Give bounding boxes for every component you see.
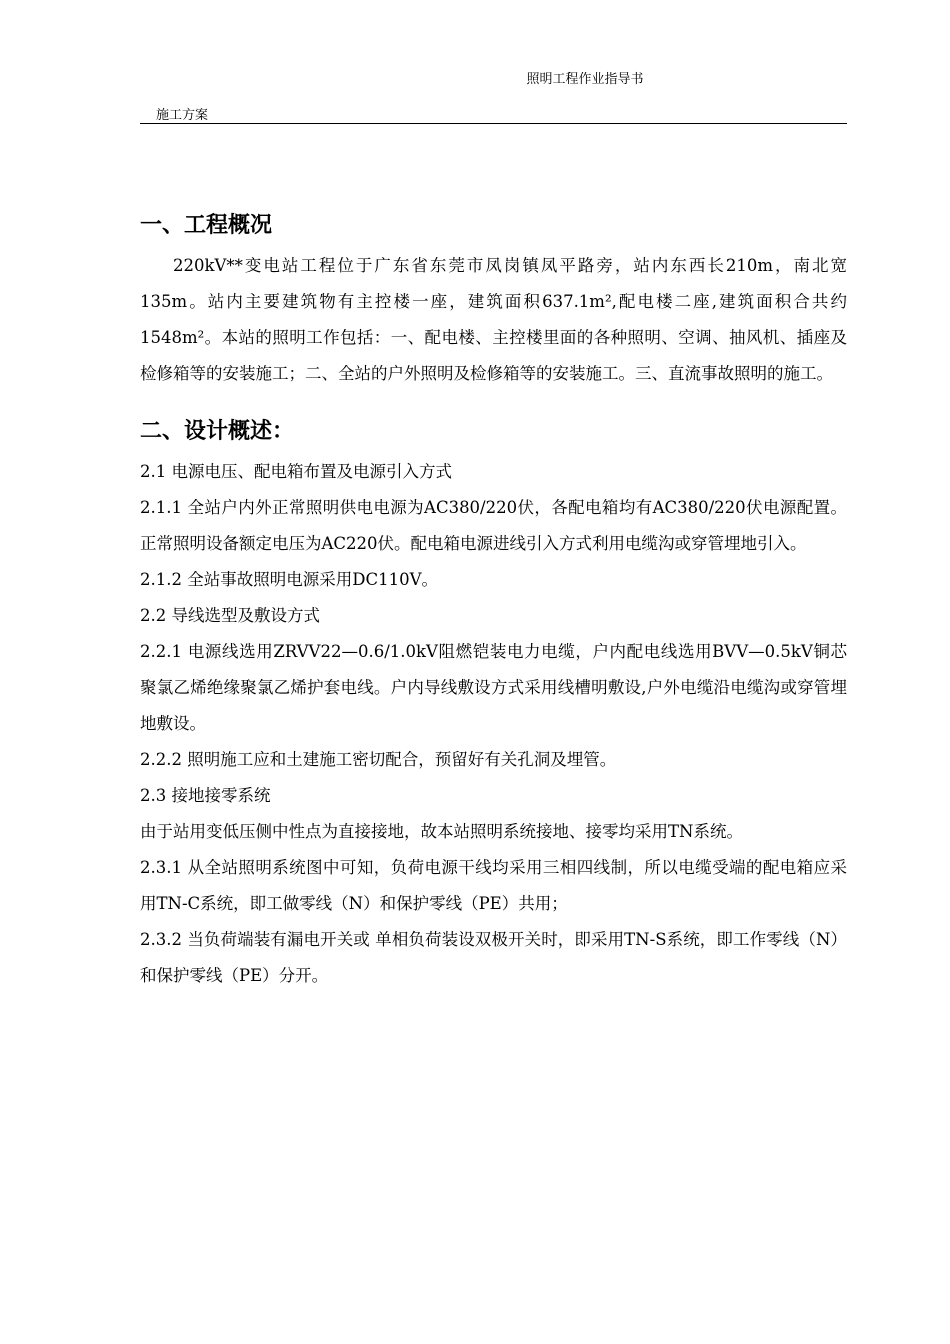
design-paragraph: 2.1 电源电压、配电箱布置及电源引入方式 — [140, 462, 452, 481]
running-header-title: 照明工程作业指导书 — [526, 72, 644, 87]
design-paragraph: 由于站用变低压侧中性点为直接接地，故本站照明系统接地、接零均采用TN系统。 — [140, 822, 743, 841]
document-body — [140, 200, 847, 994]
design-paragraph: 2.2.2 照明施工应和土建施工密切配合，预留好有关孔洞及埋管。 — [140, 750, 617, 769]
design-paragraph: 2.3.2 当负荷端装有漏电开关或 单相负荷装设双极开关时，即采用TN-S系统，即工作零线（N）和保护零线（PE）分开。 — [140, 930, 847, 985]
header-divider — [140, 123, 847, 124]
section-heading-design: 二、设计概述： — [140, 419, 295, 444]
design-paragraph: 2.3 接地接零系统 — [140, 786, 271, 805]
design-paragraph: 2.1.1 全站户内外正常照明供电电源为AC380/220伏，各配电箱均有AC380/220伏电源配置。正常照明设备额定电压为AC220伏。配电箱电源进线引入方式利用电缆沟或穿管埋地引入。 — [140, 498, 847, 553]
running-header-section: 施工方案 — [156, 108, 209, 123]
design-paragraph: 2.2 导线选型及敷设方式 — [140, 606, 320, 625]
design-paragraph: 2.2.1 电源线选用ZRVV22—0.6/1.0kV阻燃铠装电力电缆，户内配电线选用BVV—0.5kV铜芯聚氯乙烯绝缘聚氯乙烯护套电线。户内导线敷设方式采用线槽明敷设,户外电缆沿电缆沟或穿管埋地敷设。 — [140, 642, 847, 733]
section-heading-overview: 一、工程概况 — [140, 213, 273, 238]
overview-paragraph: 220kV**变电站工程位于广东省东莞市凤岗镇凤平路旁，站内东西长210m，南北宽135m。站内主要建筑物有主控楼一座，建筑面积637.1m²,配电楼二座,建筑面积合共约1548m²。本站的照明工作包括：一、配电楼、主控楼里面的各种照明、空调、抽风机、插座及检修箱等的安装施工；二、全站的户外照明及检修箱等的安装施工。三、直流事故照明的施工。 — [140, 256, 847, 383]
design-paragraph: 2.1.2 全站事故照明电源采用DC110V。 — [140, 570, 438, 589]
design-paragraph: 2.3.1 从全站照明系统图中可知，负荷电源干线均采用三相四线制，所以电缆受端的配电箱应采用TN-C系统，即工做零线（N）和保护零线（PE）共用； — [140, 858, 847, 913]
